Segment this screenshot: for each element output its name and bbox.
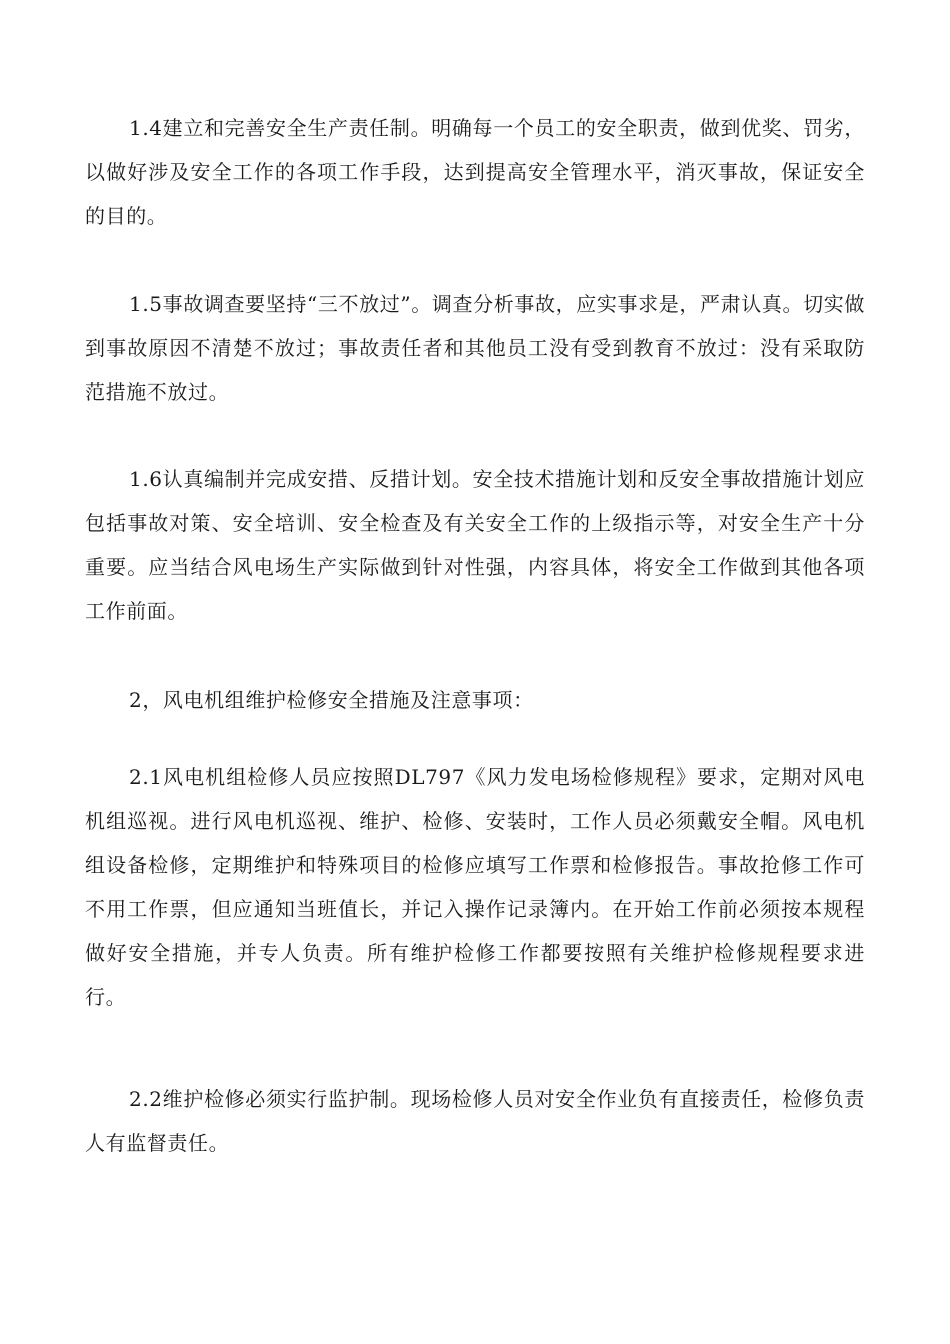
paragraph-2-2-supervision-system: 2.2维护检修必须实行监护制。现场检修人员对安全作业负有直接责任，检修负责人有监督责任。 <box>85 1087 865 1155</box>
paragraph-1-4-responsibility-system: 1.4建立和完善安全生产责任制。明确每一个员工的安全职责，做到优奖、罚劣，以做好涉及安全工作的各项工作手段，达到提高安全管理水平，消灭事故，保证安全的目的。 <box>85 116 865 228</box>
paragraph-1-6-safety-plans: 1.6认真编制并完成安措、反措计划。安全技术措施计划和反安全事故措施计划应包括事故对策、安全培训、安全检查及有关安全工作的上级指示等，对安全生产十分重要。应当结合风电场生产实际做到针对性强，内容具体，将安全工作做到其他各项工作前面。 <box>85 467 865 623</box>
paragraph-2-1-inspection-rules: 2.1风电机组检修人员应按照DL797《风力发电场检修规程》要求，定期对风电机组巡视。进行风电机巡视、维护、检修、安装时，工作人员必须戴安全帽。风电机组设备检修，定期维护和特殊项目的检修应填写工作票和检修报告。事故抢修工作可不用工作票，但应通知当班值长，并记入操作记录簿内。在开始工作前必须按本规程做好安全措施，并专人负责。所有维护检修工作都要按照有关维护检修规程要求进行。 <box>85 765 865 1009</box>
section-heading-2-maintenance-safety: 2，风电机组维护检修安全措施及注意事项： <box>129 688 534 712</box>
paragraph-1-5-accident-investigation: 1.5事故调查要坚持“三不放过”。调查分析事故，应实事求是，严肃认真。切实做到事故原因不清楚不放过；事故责任者和其他员工没有受到教育不放过：没有采取防范措施不放过。 <box>85 292 865 404</box>
